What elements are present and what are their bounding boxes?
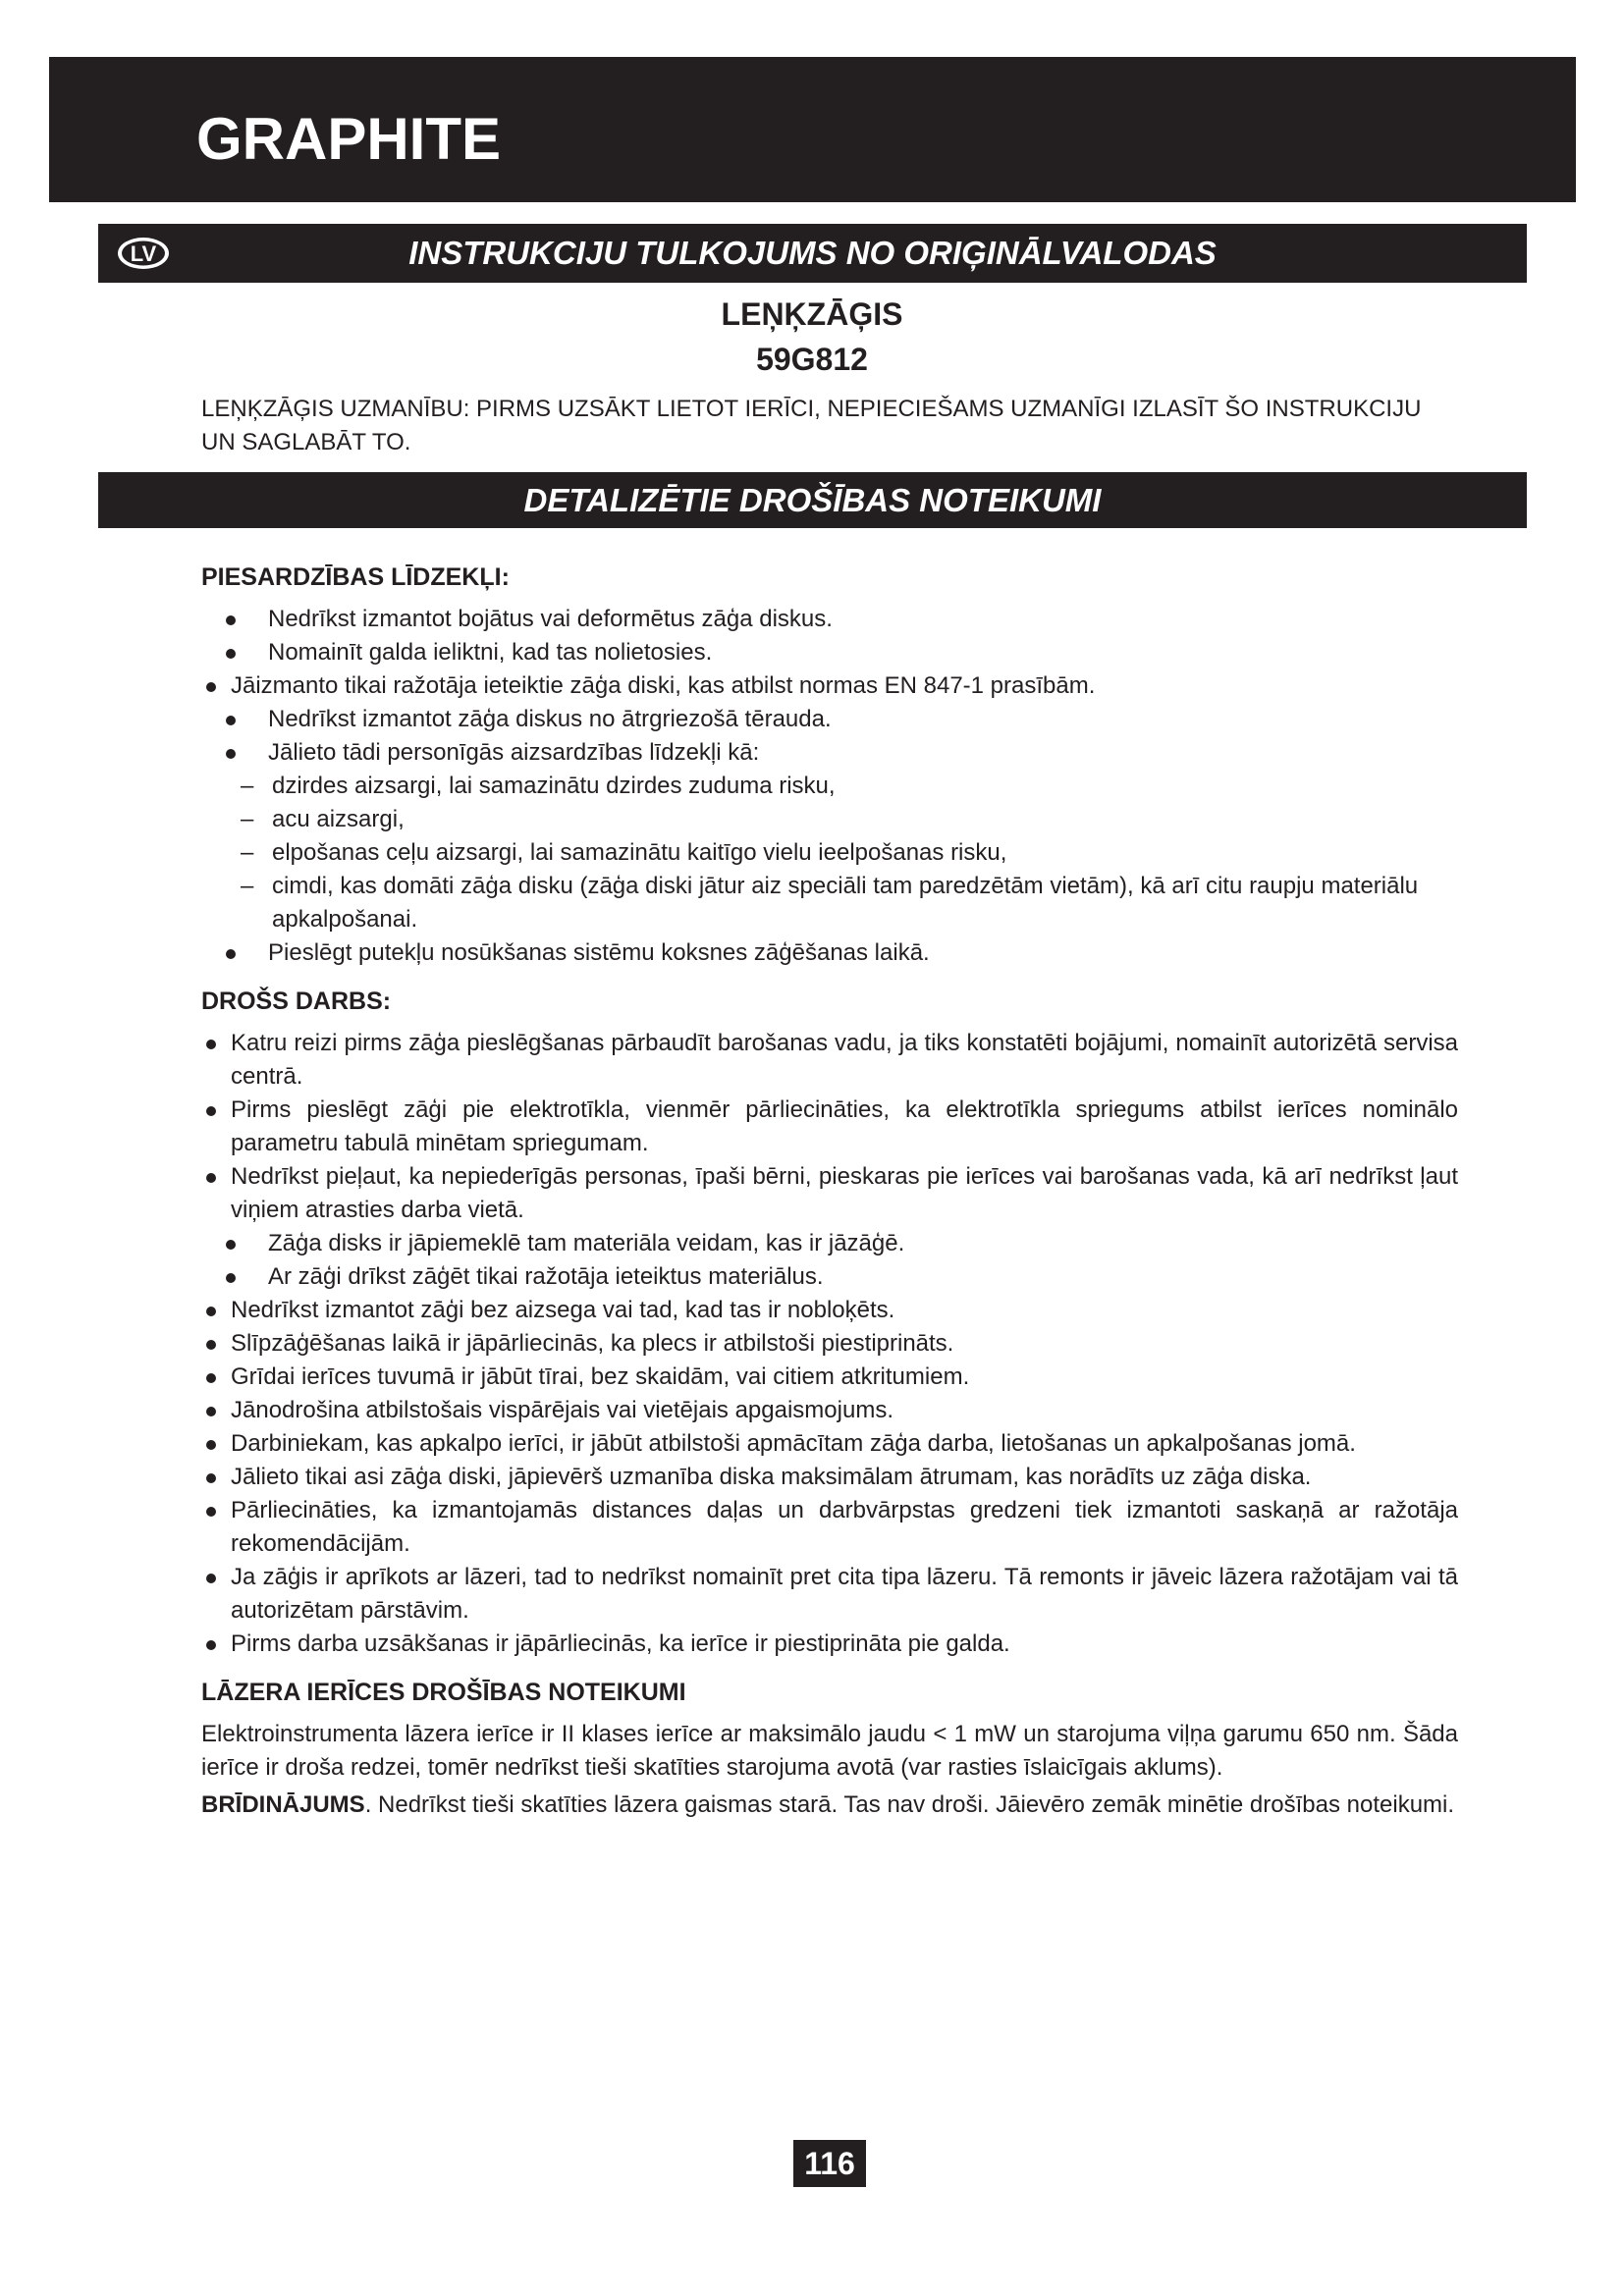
precautions-list-end (201, 936, 1458, 970)
model-number: 59G812 (756, 342, 868, 377)
list-item: Pirms darba uzsākšanas ir jāpārliecinās, ka ierīce ir piestiprināta pie galda. (201, 1628, 1458, 1661)
precautions-list (201, 603, 1458, 770)
translation-band (98, 224, 1527, 283)
brand-logo (196, 108, 569, 167)
list-item: Nomainīt galda ieliktni, kad tas nolietosies. (201, 636, 1458, 669)
list-item: Darbiniekam, kas apkalpo ierīci, ir jābūt atbilstoši apmācītam zāģa darba, lietošanas un apkalpošanas jomā. (201, 1427, 1458, 1461)
list-item: Pirms pieslēgt zāģi pie elektrotīkla, vienmēr pārliecināties, ka elektrotīkla spriegums atbilst ierīces nominālo parametru tabulā minētam spriegumam. (201, 1094, 1458, 1160)
ppe-sublist (201, 770, 1458, 936)
list-item: Grīdai ierīces tuvumā ir jābūt tīrai, bez skaidām, vai citiem atkritumiem. (201, 1361, 1458, 1394)
sub-list-item: – acu aizsargi, (201, 803, 1458, 836)
safety-band (98, 472, 1527, 528)
sub-list-item: – elpošanas ceļu aizsargi, lai samazinātu kaitīgo vielu ieelpošanas risku, (201, 836, 1458, 870)
list-item: Slīpzāģēšanas laikā ir jāpārliecinās, ka plecs ir atbilstoši piestiprināts. (201, 1327, 1458, 1361)
language-badge-text: LV (130, 241, 157, 266)
list-item: Nedrīkst izmantot bojātus vai deformētus zāģa diskus. (201, 603, 1458, 636)
safety-band-title: DETALIZĒTIE DROŠĪBAS NOTEIKUMI (523, 481, 1102, 518)
intro-note: LEŅĶZĀĢIS UZMANĪBU: PIRMS UZSĀKT LIETOT IERĪCI, NEPIECIEŠAMS UZMANĪGI IZLASĪT ŠO INSTRUKCIJU UN SAGLABĀT TO. (201, 396, 1422, 455)
list-item: Ar zāģi drīkst zāģēt tikai ražotāja ieteiktus materiālus. (201, 1260, 1458, 1294)
list-item: Ja zāģis ir aprīkots ar lāzeri, tad to nedrīkst nomainīt pret cita tipa lāzeru. Tā remonts ir jāveic lāzera ražotājam vai tā autorizētam pārstāvim. (201, 1561, 1458, 1628)
list-item: Nedrīkst izmantot zāģa diskus no ātrgriezošā tērauda. (201, 703, 1458, 736)
sub-list-item: – cimdi, kas domāti zāģa disku (zāģa diski jātur aiz speciāli tam paredzētām vietām), kā arī citu raupju materiālu apkalpošanai. (201, 870, 1458, 936)
list-item: Jāizmanto tikai ražotāja ieteiktie zāģa diski, kas atbilst normas EN 847-1 prasībām. (201, 669, 1458, 703)
translation-band-title: INSTRUKCIJU TULKOJUMS NO ORIĢINĀLVALODAS (408, 235, 1217, 271)
list-item: Nedrīkst izmantot zāģi bez aizsega vai tad, kad tas ir nobloķēts. (201, 1294, 1458, 1327)
list-item: Nedrīkst pieļaut, ka nepiederīgās personas, īpaši bērni, pieskaras pie ierīces vai barošanas vada, kā arī nedrīkst ļaut viņiem atrasties darba vietā. (201, 1160, 1458, 1227)
language-badge-icon (116, 236, 171, 271)
list-item: Zāģa disks ir jāpiemeklē tam materiāla veidam, kas ir jāzāģē. (201, 1227, 1458, 1260)
precautions-heading: PIESARDZĪBAS LĪDZEKĻI: (201, 563, 510, 591)
warning-text: . Nedrīkst tieši skatīties lāzera gaismas starā. Tas nav droši. Jāievēro zemāk minētie drošības noteikumi. (364, 1791, 1455, 1818)
list-item: Pieslēgt putekļu nosūkšanas sistēmu koksnes zāģēšanas laikā. (201, 936, 1458, 970)
list-item: Jālieto tikai asi zāģa diski, jāpievērš uzmanība diska maksimālam ātrumam, kas norādīts uz zāģa diska. (201, 1461, 1458, 1494)
laser-paragraph: Elektroinstrumenta lāzera ierīce ir II klases ierīce ar maksimālo jaudu < 1 mW un starojuma viļņa garumu 650 nm. Šāda ierīce ir droša redzei, tomēr nedrīkst tieši skatīties starojuma avotā (var rasties īslaicīgais aklums). (201, 1721, 1458, 1781)
page-title: LEŅĶZĀĢIS (721, 296, 903, 332)
brand-logo-text: GRAPHITE (196, 108, 502, 167)
laser-warning (201, 1789, 1458, 1822)
sub-list-item: – dzirdes aizsargi, lai samazinātu dzirdes zuduma risku, (201, 770, 1458, 803)
list-item: Pārliecināties, ka izmantojamās distances daļas un darbvārpstas gredzeni tiek izmantoti saskaņā ar ražotāja rekomendācijām. (201, 1494, 1458, 1561)
list-item: Jānodrošina atbilstošais vispārējais vai vietējais apgaismojums. (201, 1394, 1458, 1427)
list-item: Katru reizi pirms zāģa pieslēgšanas pārbaudīt barošanas vadu, ja tiks konstatēti bojājumi, nomainīt autorizētā servisa centrā. (201, 1027, 1458, 1094)
safe-work-heading: DROŠS DARBS: (201, 988, 392, 1015)
warning-label: BRĪDINĀJUMS (201, 1791, 365, 1818)
page-number: 116 (793, 2140, 866, 2187)
laser-heading: LĀZERA IERĪCES DROŠĪBAS NOTEIKUMI (201, 1679, 686, 1706)
main-content (201, 560, 1458, 1826)
safe-work-list (201, 1027, 1458, 1661)
list-item: Jālieto tādi personīgās aizsardzības līdzekļi kā: (201, 736, 1458, 770)
